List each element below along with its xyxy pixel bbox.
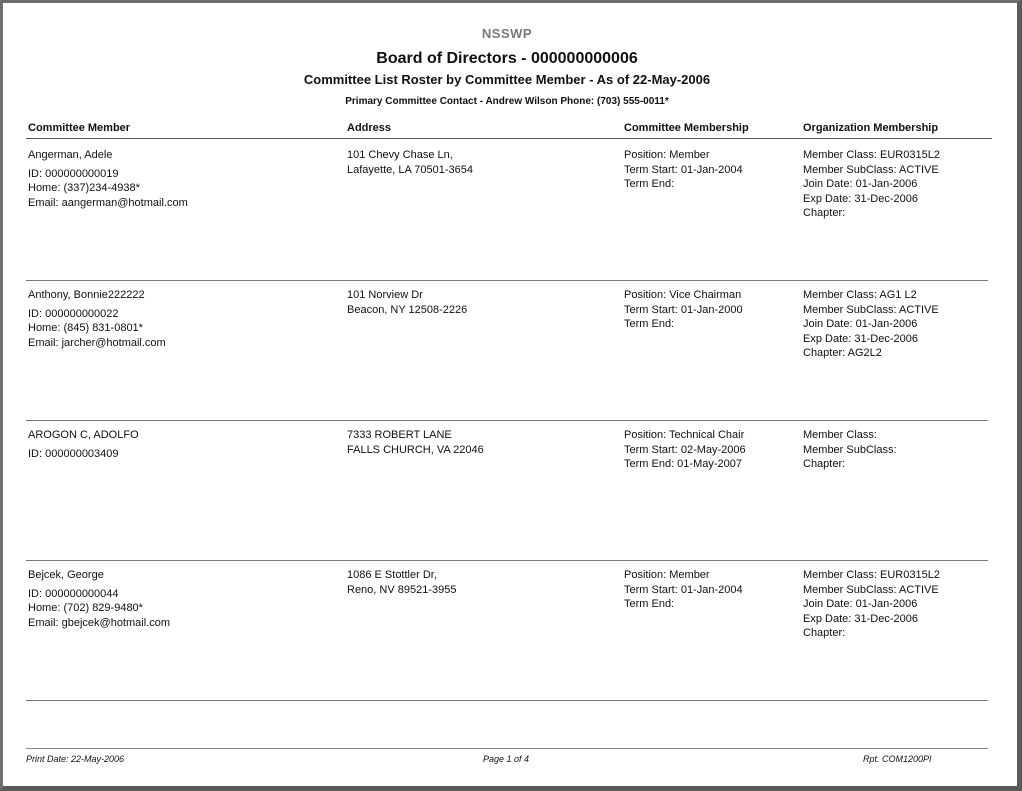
member-name: Anthony, Bonnie222222 — [28, 289, 145, 301]
position: Position: Technical Chair — [624, 429, 745, 441]
address-cell — [347, 428, 484, 457]
report-code: Rpt. COM1200PI — [863, 754, 932, 764]
exp-date: Exp Date: 31-Dec-2006 — [803, 192, 918, 205]
organization-cell — [803, 428, 897, 472]
member-email: Email: aangerman@hotmail.com — [28, 196, 188, 209]
chapter: Chapter: — [803, 627, 846, 639]
address-cell — [347, 288, 467, 317]
member-name: AROGON C, ADOLFO — [28, 429, 139, 441]
address-cell — [347, 568, 456, 597]
table-row — [0, 141, 1014, 281]
table-row — [0, 421, 1014, 561]
address-line-1: 7333 ROBERT LANE — [347, 429, 452, 441]
member-subclass: Member SubClass: ACTIVE — [803, 583, 939, 596]
position: Position: Member — [624, 149, 710, 161]
organization-name: NSSWP — [481, 26, 533, 41]
column-header-committee: Committee Membership — [624, 122, 749, 134]
address-cell — [347, 148, 473, 177]
address-line-1: 101 Chevy Chase Ln, — [347, 149, 453, 161]
chapter: Chapter: AG2L2 — [803, 347, 882, 359]
address-line-1: 101 Norview Dr — [347, 289, 423, 301]
term-start: Term Start: 01-Jan-2004 — [624, 583, 743, 596]
member-home-phone: Home: (845) 831-0801* — [28, 322, 143, 334]
member-id: ID: 000000000044 — [28, 587, 119, 600]
exp-date: Exp Date: 31-Dec-2006 — [803, 332, 918, 345]
column-header-member: Committee Member — [28, 122, 131, 134]
member-class: Member Class: — [803, 429, 877, 441]
term-start: Term Start: 02-May-2006 — [624, 443, 746, 456]
member-cell — [28, 148, 188, 210]
join-date: Join Date: 01-Jan-2006 — [803, 318, 918, 330]
address-line-2: Reno, NV 89521-3955 — [347, 583, 457, 596]
committee-cell — [624, 568, 743, 612]
term-end: Term End: 01-May-2007 — [624, 458, 742, 470]
member-class: Member Class: EUR0315L2 — [803, 149, 940, 161]
member-subclass: Member SubClass: — [803, 443, 897, 456]
member-name: Angerman, Adele — [28, 149, 113, 161]
term-end: Term End: — [624, 318, 675, 330]
committee-cell — [624, 428, 746, 472]
term-start: Term Start: 01-Jan-2004 — [624, 163, 743, 176]
column-header-address: Address — [347, 122, 392, 134]
committee-cell — [624, 148, 743, 192]
member-cell — [28, 568, 170, 630]
chapter: Chapter: — [803, 458, 846, 470]
page-number: Page 1 of 4 — [483, 754, 530, 764]
member-home-phone: Home: (702) 829-9480* — [28, 602, 143, 614]
member-subclass: Member SubClass: ACTIVE — [803, 303, 939, 316]
member-home-phone: Home: (337)234-4938* — [28, 182, 140, 194]
position: Position: Member — [624, 569, 710, 581]
column-header-organization: Organization Membership — [803, 122, 939, 134]
member-name: Bejcek, George — [28, 569, 104, 581]
term-end: Term End: — [624, 178, 675, 190]
organization-cell — [803, 148, 940, 221]
address-line-2: FALLS CHURCH, VA 22046 — [347, 443, 484, 456]
term-start: Term Start: 01-Jan-2000 — [624, 303, 743, 316]
print-date: Print Date: 22-May-2006 — [26, 754, 125, 764]
committee-cell — [624, 288, 743, 332]
member-id: ID: 000000000019 — [28, 167, 119, 180]
footer-divider — [26, 748, 988, 749]
primary-contact: Primary Committee Contact - Andrew Wilson Phone: (703) 555-0011* — [345, 96, 669, 107]
member-class: Member Class: EUR0315L2 — [803, 569, 940, 581]
member-cell — [28, 288, 166, 350]
join-date: Join Date: 01-Jan-2006 — [803, 598, 918, 610]
table-row — [0, 281, 1014, 421]
join-date: Join Date: 01-Jan-2006 — [803, 178, 918, 190]
address-line-2: Beacon, NY 12508-2226 — [347, 303, 468, 316]
chapter: Chapter: — [803, 207, 846, 219]
exp-date: Exp Date: 31-Dec-2006 — [803, 612, 918, 625]
header-divider — [26, 138, 992, 139]
member-cell — [28, 428, 139, 461]
term-end: Term End: — [624, 598, 675, 610]
organization-cell — [803, 568, 940, 641]
member-email: Email: gbejcek@hotmail.com — [28, 616, 170, 629]
row-divider — [26, 700, 988, 701]
position: Position: Vice Chairman — [624, 289, 742, 301]
address-line-1: 1086 E Stottler Dr, — [347, 569, 437, 581]
organization-cell — [803, 288, 939, 361]
member-subclass: Member SubClass: ACTIVE — [803, 163, 939, 176]
member-class: Member Class: AG1 L2 — [803, 289, 917, 301]
address-line-2: Lafayette, LA 70501-3654 — [347, 163, 473, 176]
member-email: Email: jarcher@hotmail.com — [28, 336, 166, 349]
table-row — [0, 561, 1014, 701]
report-subtitle: Committee List Roster by Committee Member - As of 22-May-2006 — [303, 72, 711, 87]
report-title: Board of Directors - 000000000006 — [376, 50, 638, 67]
member-id: ID: 000000000022 — [28, 307, 119, 320]
member-id: ID: 000000003409 — [28, 447, 119, 460]
